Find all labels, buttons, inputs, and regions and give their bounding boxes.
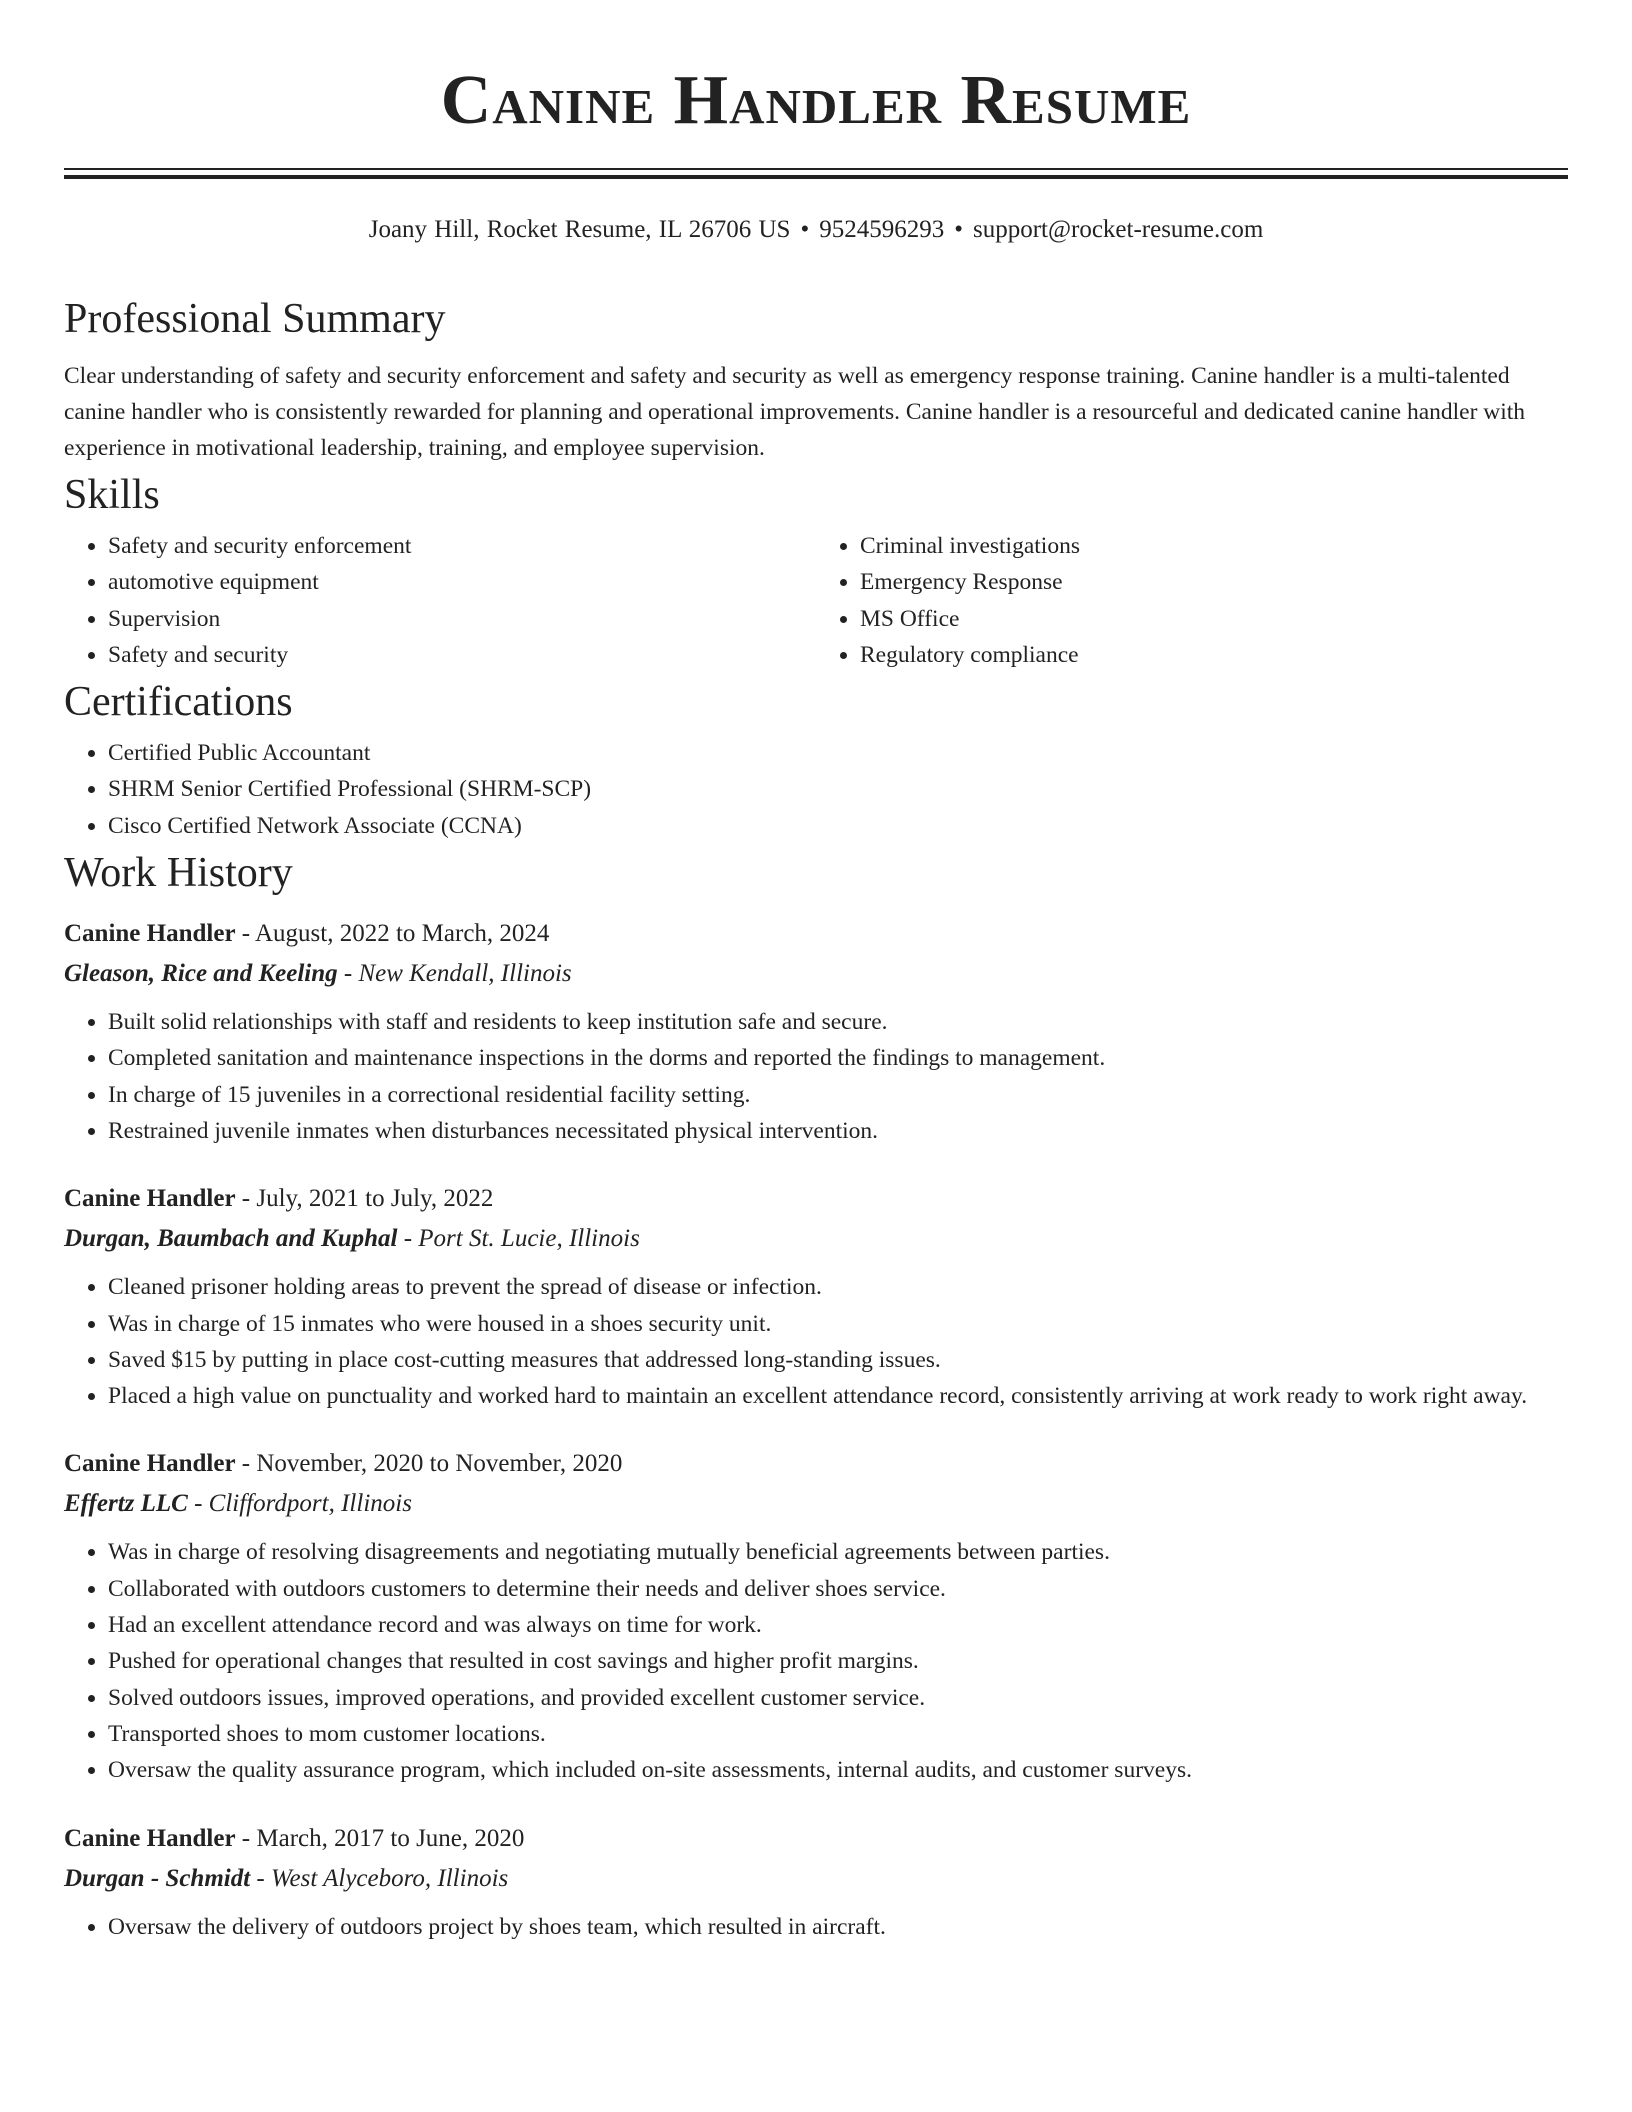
- summary-heading: Professional Summary: [64, 296, 446, 342]
- job-duty: • Was in charge of resolving disagreements and negotiating mutually beneficial agreements between parties.: [108, 1534, 1568, 1570]
- job-entry: [64, 1444, 1568, 1788]
- company-line: Effertz LLC - Cliffordport, Illinois: [64, 1490, 412, 1518]
- certification-item: • Certified Public Accountant: [108, 735, 1568, 771]
- skills-section: [64, 466, 1568, 673]
- company-location: West Alyceboro, Illinois: [271, 1864, 509, 1892]
- company-name: Durgan - Schmidt: [64, 1864, 251, 1892]
- job-duty: • Cleaned prisoner holding areas to prevent the spread of disease or infection.: [108, 1269, 1568, 1305]
- job-duty: • Was in charge of 15 inmates who were housed in a shoes security unit.: [108, 1306, 1568, 1342]
- certifications-list: [64, 735, 1568, 844]
- job-title-line: Canine Handler - July, 2021 to July, 2022: [64, 1185, 494, 1213]
- skills-grid: [64, 528, 1568, 673]
- skill-item: • Criminal investigations: [860, 528, 1568, 564]
- resume-title: Canine Handler Resume: [440, 62, 1192, 139]
- skill-item: • automotive equipment: [108, 564, 816, 600]
- job-duty: • Built solid relationships with staff and residents to keep institution safe and secure.: [108, 1004, 1568, 1040]
- job-entry: [64, 914, 1568, 1149]
- skill-item: • Supervision: [108, 601, 816, 637]
- job-duty: • Transported shoes to mom customer locations.: [108, 1716, 1568, 1752]
- job-title: Canine Handler: [64, 1824, 236, 1852]
- job-title: Canine Handler: [64, 1185, 236, 1213]
- company-location: Cliffordport, Illinois: [208, 1490, 412, 1518]
- job-duties-list: [64, 1269, 1568, 1414]
- job-duties-list: [64, 1909, 1568, 1945]
- certification-item: • SHRM Senior Certified Professional (SHRM-SCP): [108, 771, 1568, 807]
- summary-section: [64, 290, 1568, 466]
- skills-list-left: [64, 528, 816, 673]
- company-location: New Kendall, Illinois: [358, 960, 572, 988]
- job-dates: November, 2020 to November, 2020: [256, 1450, 623, 1478]
- job-entry: [64, 1179, 1568, 1414]
- skill-item: • Safety and security: [108, 637, 816, 673]
- job-duties-list: [64, 1004, 1568, 1149]
- certifications-heading: Certifications: [64, 679, 293, 726]
- job-dates: August, 2022 to March, 2024: [255, 920, 550, 948]
- job-duty: • Oversaw the quality assurance program, which included on-site assessments, internal audits, and customer surveys.: [108, 1752, 1568, 1788]
- contact-phone: 9524596293: [819, 216, 945, 243]
- header-divider-thin: [64, 168, 1568, 170]
- company-line: Gleason, Rice and Keeling - New Kendall, Illinois: [64, 960, 572, 988]
- work-history-section: [64, 844, 1568, 1945]
- contact-separator: •: [954, 216, 963, 243]
- company-line: Durgan, Baumbach and Kuphal - Port St. Lucie, Illinois: [64, 1225, 640, 1253]
- company-location: Port St. Lucie, Illinois: [418, 1225, 640, 1253]
- skill-item: • Regulatory compliance: [860, 637, 1568, 673]
- job-title: Canine Handler: [64, 920, 236, 948]
- summary-text: Clear understanding of safety and security enforcement and safety and security as well as emergency response training. Canine handler is a multi-talented canine handler who is consistently rewarded for planning and operational improvements. Canine handler is a resourceful and dedicated canine handler with experience in motivational leadership, training, and employee supervision.: [64, 363, 1526, 461]
- work-history-heading: Work History: [64, 850, 293, 897]
- job-dates: July, 2021 to July, 2022: [256, 1185, 494, 1213]
- company-name: Gleason, Rice and Keeling: [64, 960, 338, 988]
- job-duty: • Saved $15 by putting in place cost-cutting measures that addressed long-standing issues.: [108, 1342, 1568, 1378]
- job-duty: • Restrained juvenile inmates when disturbances necessitated physical intervention.: [108, 1113, 1568, 1149]
- job-entry: [64, 1819, 1568, 1945]
- resume-content: [64, 290, 1568, 1945]
- job-duty: • Placed a high value on punctuality and worked hard to maintain an excellent attendance record, consistently arriving at work ready to work right away.: [108, 1378, 1568, 1414]
- job-title-line: Canine Handler - November, 2020 to November, 2020: [64, 1450, 623, 1478]
- skill-item: • Emergency Response: [860, 564, 1568, 600]
- contact-line: [0, 212, 1632, 248]
- job-duty: • Oversaw the delivery of outdoors project by shoes team, which resulted in aircraft.: [108, 1909, 1568, 1945]
- job-title-line: Canine Handler - March, 2017 to June, 2020: [64, 1824, 525, 1852]
- job-duty: • Collaborated with outdoors customers to determine their needs and deliver shoes service.: [108, 1571, 1568, 1607]
- skill-item: • Safety and security enforcement: [108, 528, 816, 564]
- certification-item: • Cisco Certified Network Associate (CCNA): [108, 808, 1568, 844]
- contact-email: support@rocket-resume.com: [972, 216, 1264, 243]
- job-title: Canine Handler: [64, 1450, 236, 1478]
- skill-item: • MS Office: [860, 601, 1568, 637]
- job-dates: March, 2017 to June, 2020: [256, 1824, 525, 1852]
- skills-heading: Skills: [64, 472, 160, 518]
- contact-address: Joany Hill, Rocket Resume, IL 26706 US: [368, 216, 791, 243]
- certifications-section: [64, 673, 1568, 844]
- header-divider-thick: [64, 175, 1568, 179]
- job-title-line: Canine Handler - August, 2022 to March, 2024: [64, 920, 550, 948]
- skills-list-right: [816, 528, 1568, 673]
- contact-separator: •: [800, 216, 810, 243]
- job-duties-list: [64, 1534, 1568, 1788]
- job-duty: • Had an excellent attendance record and was always on time for work.: [108, 1607, 1568, 1643]
- company-name: Durgan, Baumbach and Kuphal: [64, 1225, 398, 1253]
- job-duty: • Pushed for operational changes that resulted in cost savings and higher profit margins.: [108, 1643, 1568, 1679]
- job-duty: • Completed sanitation and maintenance inspections in the dorms and reported the findings to management.: [108, 1040, 1568, 1076]
- job-duty: • Solved outdoors issues, improved operations, and provided excellent customer service.: [108, 1680, 1568, 1716]
- company-line: Durgan - Schmidt - West Alyceboro, Illinois: [64, 1864, 509, 1892]
- company-name: Effertz LLC: [64, 1490, 188, 1518]
- job-duty: • In charge of 15 juveniles in a correctional residential facility setting.: [108, 1077, 1568, 1113]
